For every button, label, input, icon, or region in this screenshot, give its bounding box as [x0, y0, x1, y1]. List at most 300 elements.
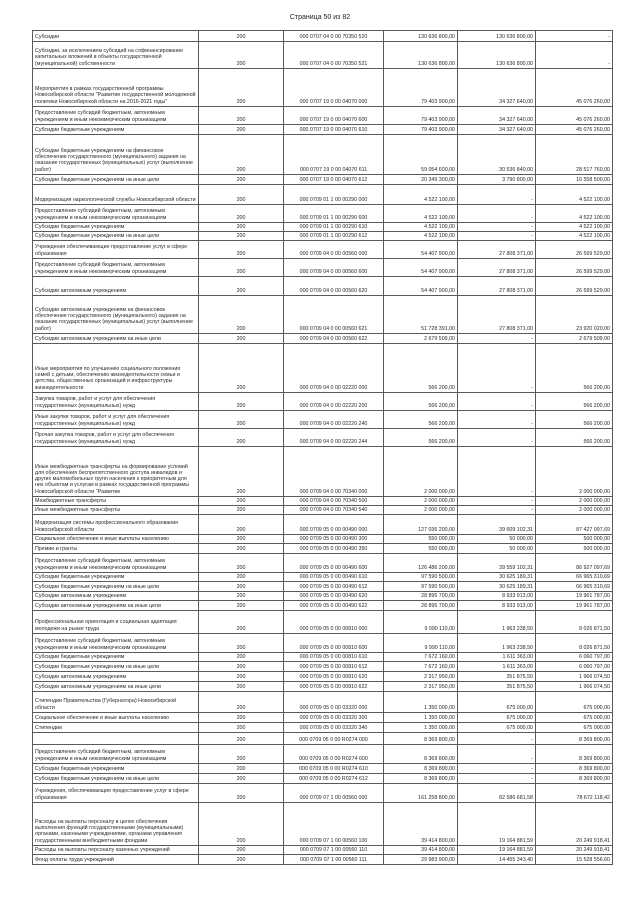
row-approved-cell: 1 350 000,00 [384, 713, 458, 723]
row-code-cell: 200 [199, 393, 284, 411]
row-code-cell: 200 [199, 497, 284, 506]
table-row [33, 175, 613, 185]
row-code-cell: 200 [199, 259, 284, 277]
table-row [33, 764, 613, 774]
row-name-cell: Субсидии автономным учреждениям на иные цели [33, 334, 199, 344]
table-row [33, 506, 613, 515]
row-approved-cell: 79 403 900,00 [384, 69, 458, 107]
row-code-cell: 200 [199, 592, 284, 601]
row-executed-cell: 30 536 840,00 [458, 135, 536, 175]
row-name-cell: Социальное обеспечение и иные выплаты населению [33, 535, 199, 544]
row-executed-cell: 1 611 363,00 [458, 653, 536, 662]
row-executed-cell: 130 636 800,00 [458, 42, 536, 69]
row-code-cell: 200 [199, 774, 284, 784]
row-name-cell: Субсидии бюджетным учреждениям на иные цели [33, 232, 199, 241]
row-name-cell: Модернизация системы профессионального образования Новосибирской области [33, 515, 199, 535]
row-kbk-cell: 000 0707 19 0 00 04070 610 [284, 125, 384, 135]
row-kbk-cell: 000 0709 05 0 00 R0274 612 [284, 774, 384, 784]
row-unexecuted-cell: 8 369 800,00 [536, 774, 613, 784]
row-approved-cell: 566 200,00 [384, 393, 458, 411]
row-approved-cell: 566 200,00 [384, 344, 458, 393]
table-row [33, 582, 613, 592]
row-name-cell: Стипендии Правительства (Губернатора) Новосибирской области [33, 692, 199, 713]
row-executed-cell: 27 808 371,00 [458, 259, 536, 277]
row-executed-cell: 19 164 881,59 [458, 846, 536, 855]
row-name-cell: Предоставление субсидий бюджетным, автономным учреждениям и иным некоммерческим организациям [33, 745, 199, 764]
row-approved-cell: 97 590 500,00 [384, 573, 458, 582]
row-approved-cell: 1 350 000,00 [384, 692, 458, 713]
row-kbk-cell: 000 0709 04 0 00 02220 244 [284, 429, 384, 447]
row-executed-cell: 34 327 640,00 [458, 125, 536, 135]
row-approved-cell: 97 590 500,00 [384, 582, 458, 592]
table-row [33, 784, 613, 803]
table-row [33, 662, 613, 672]
table-row [33, 125, 613, 135]
row-unexecuted-cell: 26 599 529,00 [536, 277, 613, 296]
row-code-cell: 200 [199, 611, 284, 634]
row-kbk-cell: 000 0709 05 0 00 03320 000 [284, 692, 384, 713]
row-kbk-cell: 000 0709 05 0 00 00810 000 [284, 611, 384, 634]
row-executed-cell: 8 933 913,00 [458, 592, 536, 601]
row-executed-cell: 675 000,00 [458, 723, 536, 733]
row-kbk-cell: 000 0709 07 1 00 00560 000 [284, 784, 384, 803]
table-row [33, 344, 613, 393]
row-approved-cell: 79 403 900,00 [384, 107, 458, 125]
row-executed-cell: 39 609 102,31 [458, 515, 536, 535]
row-approved-cell: 8 369 800,00 [384, 774, 458, 784]
row-executed-cell: 50 000,00 [458, 544, 536, 554]
row-name-cell: Субсидии бюджетным учреждениям на финансовое обеспечение государственного (муниципального) задания на оказание государственных (муниципальных) услуг (выполнение работ) [33, 135, 199, 175]
row-executed-cell: 82 586 681,58 [458, 784, 536, 803]
row-executed-cell: - [458, 733, 536, 745]
row-approved-cell: 4 522 100,00 [384, 232, 458, 241]
table-row [33, 411, 613, 429]
row-kbk-cell: 000 0707 19 0 00 04070 611 [284, 135, 384, 175]
row-approved-cell: 8 369 800,00 [384, 733, 458, 745]
row-approved-cell: 9 990 110,00 [384, 611, 458, 634]
row-name-cell: Модернизация наркологической службы Новосибирской области [33, 185, 199, 205]
row-approved-cell: 59 054 600,00 [384, 135, 458, 175]
row-kbk-cell: 000 0709 05 0 00 00810 600 [284, 634, 384, 653]
row-executed-cell: 1 963 238,50 [458, 634, 536, 653]
row-executed-cell: 27 808 371,00 [458, 241, 536, 259]
row-code-cell: 200 [199, 855, 284, 865]
row-code-cell: 200 [199, 723, 284, 733]
row-code-cell: 200 [199, 634, 284, 653]
table-row [33, 393, 613, 411]
table-row [33, 653, 613, 662]
row-name-cell: Социальное обеспечение и иные выплаты населению [33, 713, 199, 723]
row-executed-cell: - [458, 497, 536, 506]
row-kbk-cell: 000 0709 04 0 00 00560 621 [284, 296, 384, 334]
row-unexecuted-cell: 26 599 529,00 [536, 241, 613, 259]
row-unexecuted-cell: 2 679 509,00 [536, 334, 613, 344]
row-unexecuted-cell: 78 672 118,42 [536, 784, 613, 803]
row-unexecuted-cell: 20 249 918,41 [536, 846, 613, 855]
table-row [33, 185, 613, 205]
table-row [33, 713, 613, 723]
row-unexecuted-cell: 20 249 918,41 [536, 803, 613, 846]
row-name-cell: Предоставление субсидий бюджетным, автономным учреждениям и иным некоммерческим организациям [33, 107, 199, 125]
table-row [33, 611, 613, 634]
row-unexecuted-cell: 8 026 871,50 [536, 611, 613, 634]
row-kbk-cell: 000 0709 05 0 00 00810 620 [284, 672, 384, 682]
table-row [33, 745, 613, 764]
row-approved-cell: 126 486 200,00 [384, 554, 458, 573]
row-unexecuted-cell: 500 000,00 [536, 544, 613, 554]
row-code-cell: 200 [199, 411, 284, 429]
row-code-cell: 200 [199, 42, 284, 69]
table-row [33, 692, 613, 713]
row-kbk-cell: 000 0709 04 0 00 70340 500 [284, 497, 384, 506]
row-approved-cell: 39 414 800,00 [384, 846, 458, 855]
row-kbk-cell: 000 0709 05 0 00 00810 612 [284, 662, 384, 672]
row-kbk-cell: 000 0709 05 0 00 00490 612 [284, 582, 384, 592]
row-executed-cell: - [458, 745, 536, 764]
row-unexecuted-cell: 45 076 260,00 [536, 69, 613, 107]
row-executed-cell: - [458, 447, 536, 497]
row-name-cell: Субсидии, за исключением субсидий на софинансирование капитальных вложений в объекты государственной (муниципальной) собственности [33, 42, 199, 69]
row-code-cell: 200 [199, 582, 284, 592]
row-approved-cell: 2 000 000,00 [384, 497, 458, 506]
row-executed-cell: 130 636 800,00 [458, 31, 536, 42]
row-code-cell: 200 [199, 506, 284, 515]
row-unexecuted-cell: 66 965 310,69 [536, 573, 613, 582]
row-name-cell: Субсидии бюджетным учреждениям [33, 573, 199, 582]
row-name-cell: Субсидии автономным учреждениям на иные цели [33, 601, 199, 611]
row-kbk-cell: 000 0709 05 0 00 00810 610 [284, 653, 384, 662]
row-executed-cell: 351 875,50 [458, 672, 536, 682]
row-executed-cell: 19 164 881,59 [458, 803, 536, 846]
row-executed-cell: - [458, 334, 536, 344]
table-row [33, 601, 613, 611]
row-unexecuted-cell: 8 026 871,50 [536, 634, 613, 653]
row-approved-cell: 20 349 300,00 [384, 175, 458, 185]
row-kbk-cell: 000 0709 05 0 00 00810 622 [284, 682, 384, 692]
row-code-cell: 200 [199, 223, 284, 232]
row-kbk-cell: 000 0709 04 0 00 02220 240 [284, 411, 384, 429]
row-code-cell: 200 [199, 277, 284, 296]
row-unexecuted-cell: 66 965 310,69 [536, 582, 613, 592]
row-kbk-cell: 000 0707 04 0 00 70350 521 [284, 42, 384, 69]
row-name-cell: Субсидии автономным учреждениям [33, 592, 199, 601]
row-unexecuted-cell: 1 966 074,50 [536, 682, 613, 692]
row-unexecuted-cell: 28 517 760,00 [536, 135, 613, 175]
row-executed-cell: 8 933 913,00 [458, 601, 536, 611]
page-title: Страница 50 из 82 [289, 14, 351, 21]
row-code-cell: 200 [199, 573, 284, 582]
table-row [33, 277, 613, 296]
row-approved-cell: 4 522 100,00 [384, 205, 458, 223]
row-code-cell: 200 [199, 69, 284, 107]
row-kbk-cell: 000 0709 05 0 00 03320 300 [284, 713, 384, 723]
row-name-cell: Закупка товаров, работ и услуг для обеспечения государственных (муниципальных) нужд [33, 393, 199, 411]
row-kbk-cell: 000 0709 04 0 00 70340 000 [284, 447, 384, 497]
row-approved-cell: 161 258 800,00 [384, 784, 458, 803]
row-code-cell: 200 [199, 672, 284, 682]
row-code-cell: 200 [199, 745, 284, 764]
row-approved-cell: 79 403 900,00 [384, 125, 458, 135]
row-unexecuted-cell: 87 427 097,69 [536, 515, 613, 535]
row-executed-cell: 50 000,00 [458, 535, 536, 544]
row-kbk-cell: 000 0709 07 1 00 00560 100 [284, 803, 384, 846]
row-kbk-cell: 000 0709 05 0 00 00490 000 [284, 515, 384, 535]
row-unexecuted-cell: 2 000 000,00 [536, 447, 613, 497]
row-name-cell: Субсидии бюджетным учреждениям [33, 764, 199, 774]
row-unexecuted-cell: 2 000 000,00 [536, 497, 613, 506]
row-code-cell: 200 [199, 31, 284, 42]
table-row [33, 774, 613, 784]
row-code-cell: 200 [199, 107, 284, 125]
row-kbk-cell: 000 0709 04 0 00 00560 620 [284, 277, 384, 296]
row-code-cell: 200 [199, 601, 284, 611]
row-kbk-cell: 000 0707 19 0 00 04070 000 [284, 69, 384, 107]
row-kbk-cell: 000 0709 04 0 00 00560 622 [284, 334, 384, 344]
row-approved-cell: 550 000,00 [384, 544, 458, 554]
row-unexecuted-cell: 566 200,00 [536, 344, 613, 393]
row-code-cell: 200 [199, 205, 284, 223]
row-name-cell: Субсидии бюджетным учреждениям на иные цели [33, 774, 199, 784]
row-approved-cell: 566 200,00 [384, 411, 458, 429]
row-kbk-cell: 000 0709 05 0 00 R0274 000 [284, 733, 384, 745]
row-approved-cell: 2 000 000,00 [384, 506, 458, 515]
row-name-cell: Субсидии автономным учреждениям на иные цели [33, 682, 199, 692]
row-approved-cell: 54 407 900,00 [384, 241, 458, 259]
row-approved-cell: 130 636 800,00 [384, 42, 458, 69]
row-name-cell: Учреждения обеспечивающие предоставление услуг в сфере образования [33, 241, 199, 259]
row-unexecuted-cell: 4 522 100,00 [536, 223, 613, 232]
row-kbk-cell: 000 0709 04 0 00 00560 000 [284, 241, 384, 259]
row-executed-cell: 34 327 640,00 [458, 69, 536, 107]
row-executed-cell: 39 559 102,31 [458, 554, 536, 573]
row-kbk-cell: 000 0709 07 1 00 00560 111 [284, 855, 384, 865]
row-name-cell: Расходы на выплаты персоналу казенных учреждений [33, 846, 199, 855]
table-row [33, 803, 613, 846]
row-kbk-cell: 000 0709 04 0 00 02220 000 [284, 344, 384, 393]
row-code-cell: 200 [199, 692, 284, 713]
row-code-cell: 200 [199, 185, 284, 205]
row-code-cell: 200 [199, 125, 284, 135]
table-row [33, 515, 613, 535]
table-row [33, 223, 613, 232]
row-executed-cell: - [458, 232, 536, 241]
row-code-cell: 200 [199, 175, 284, 185]
row-name-cell: Предоставление субсидий бюджетным, автономным учреждениям и иным некоммерческим организациям [33, 259, 199, 277]
row-name-cell: Иные закупки товаров, работ и услуг для обеспечения государственных (муниципальных) нужд [33, 411, 199, 429]
row-code-cell: 200 [199, 135, 284, 175]
row-approved-cell: 9 990 110,00 [384, 634, 458, 653]
table-row [33, 447, 613, 497]
row-code-cell: 200 [199, 241, 284, 259]
row-executed-cell: 675 000,00 [458, 713, 536, 723]
row-approved-cell: 54 407 900,00 [384, 277, 458, 296]
row-name-cell: Субсидии бюджетным учреждениям на иные цели [33, 175, 199, 185]
row-name-cell: Фонд оплаты труда учреждений [33, 855, 199, 865]
row-executed-cell: 1 611 363,00 [458, 662, 536, 672]
row-executed-cell: - [458, 185, 536, 205]
row-approved-cell: 8 369 800,00 [384, 764, 458, 774]
row-name-cell: Предоставление субсидий бюджетным, автономным учреждениям и иным некоммерческим организациям [33, 634, 199, 653]
row-code-cell: 200 [199, 733, 284, 745]
row-code-cell: 200 [199, 764, 284, 774]
row-kbk-cell: 000 0709 04 0 00 02220 200 [284, 393, 384, 411]
row-name-cell: Стипендии [33, 723, 199, 733]
row-code-cell: 200 [199, 554, 284, 573]
row-executed-cell: - [458, 393, 536, 411]
table-row [33, 205, 613, 223]
row-name-cell: Учреждения, обеспечивающие предоставление услуг в сфере образования [33, 784, 199, 803]
table-row [33, 42, 613, 69]
table-row [33, 634, 613, 653]
row-name-cell: Предоставление субсидий бюджетным, автономным учреждениям и иным некоммерческим организациям [33, 554, 199, 573]
row-code-cell: 200 [199, 846, 284, 855]
row-executed-cell: 27 808 371,00 [458, 296, 536, 334]
row-kbk-cell: 000 0709 01 1 00 00290 600 [284, 205, 384, 223]
row-code-cell: 200 [199, 334, 284, 344]
row-kbk-cell: 000 0709 05 0 00 R0274 610 [284, 764, 384, 774]
row-approved-cell: 51 728 391,00 [384, 296, 458, 334]
row-unexecuted-cell: - [536, 31, 613, 42]
row-approved-cell: 1 350 000,00 [384, 723, 458, 733]
row-approved-cell: 130 636 800,00 [384, 31, 458, 42]
row-unexecuted-cell: 8 369 800,00 [536, 733, 613, 745]
row-code-cell: 200 [199, 653, 284, 662]
row-kbk-cell: 000 0709 07 1 00 00560 110 [284, 846, 384, 855]
row-unexecuted-cell: 4 522 100,00 [536, 185, 613, 205]
row-approved-cell: 54 407 900,00 [384, 259, 458, 277]
row-code-cell: 200 [199, 515, 284, 535]
row-kbk-cell: 000 0709 05 0 00 00490 620 [284, 592, 384, 601]
table-row [33, 232, 613, 241]
row-unexecuted-cell: 566 200,00 [536, 411, 613, 429]
row-name-cell: Профессиональная ориентация и социальная адаптация молодежи на рынке труда [33, 611, 199, 634]
row-approved-cell: 8 369 800,00 [384, 745, 458, 764]
row-kbk-cell: 000 0709 05 0 00 R0274 600 [284, 745, 384, 764]
table-row [33, 846, 613, 855]
row-unexecuted-cell: 19 961 787,00 [536, 601, 613, 611]
row-unexecuted-cell: 675 000,00 [536, 692, 613, 713]
row-kbk-cell: 000 0707 04 0 00 70350 520 [284, 31, 384, 42]
row-name-cell: Субсидии бюджетным учреждениям [33, 125, 199, 135]
row-approved-cell: 2 000 000,00 [384, 447, 458, 497]
row-name-cell: Субсидии бюджетным учреждениям на иные цели [33, 662, 199, 672]
row-code-cell: 200 [199, 535, 284, 544]
table-row [33, 855, 613, 865]
row-name-cell: Мероприятия в рамках государственной программы Новосибирской области "Развитие государственной молодежной политики Новосибирской области на 2016-2021 годы" [33, 69, 199, 107]
table-row [33, 682, 613, 692]
table-row [33, 334, 613, 344]
table-row [33, 544, 613, 554]
row-executed-cell: - [458, 764, 536, 774]
row-kbk-cell: 000 0709 05 0 00 00490 350 [284, 544, 384, 554]
table-row [33, 69, 613, 107]
row-unexecuted-cell: 15 528 556,60 [536, 855, 613, 865]
row-executed-cell: 30 625 189,31 [458, 582, 536, 592]
row-unexecuted-cell: 6 060 797,00 [536, 653, 613, 662]
row-code-cell: 200 [199, 662, 284, 672]
row-kbk-cell: 000 0709 05 0 00 00490 300 [284, 535, 384, 544]
row-kbk-cell: 000 0709 05 0 00 00490 622 [284, 601, 384, 611]
row-executed-cell: - [458, 774, 536, 784]
row-executed-cell: 30 625 189,31 [458, 573, 536, 582]
row-executed-cell: - [458, 223, 536, 232]
row-unexecuted-cell: 26 599 529,00 [536, 259, 613, 277]
row-kbk-cell: 000 0707 19 0 00 04070 612 [284, 175, 384, 185]
row-unexecuted-cell: 566 200,00 [536, 393, 613, 411]
row-unexecuted-cell: 23 920 020,00 [536, 296, 613, 334]
table-row [33, 554, 613, 573]
table-row [33, 31, 613, 42]
row-code-cell: 200 [199, 803, 284, 846]
row-executed-cell: 351 875,50 [458, 682, 536, 692]
row-approved-cell: 7 672 160,00 [384, 653, 458, 662]
row-name-cell: Прочая закупка товаров, работ и услуг для обеспечения государственных (муниципальных) нужд [33, 429, 199, 447]
row-approved-cell: 4 522 100,00 [384, 185, 458, 205]
row-executed-cell: 14 455 343,40 [458, 855, 536, 865]
table-row [33, 135, 613, 175]
row-unexecuted-cell: 675 000,00 [536, 713, 613, 723]
table-row [33, 107, 613, 125]
row-name-cell: Премии и гранты [33, 544, 199, 554]
table-row [33, 241, 613, 259]
row-approved-cell: 2 317 950,00 [384, 682, 458, 692]
row-code-cell: 200 [199, 784, 284, 803]
row-kbk-cell: 000 0707 19 0 00 04070 600 [284, 107, 384, 125]
row-name-cell: Субсидии автономным учреждениям [33, 277, 199, 296]
row-unexecuted-cell: 4 522 100,00 [536, 205, 613, 223]
table-row [33, 429, 613, 447]
row-name-cell: Иные межбюджетные трансферты [33, 506, 199, 515]
row-code-cell: 200 [199, 682, 284, 692]
table-row [33, 535, 613, 544]
budget-table [32, 30, 613, 865]
row-name-cell [33, 733, 199, 745]
row-approved-cell: 7 672 160,00 [384, 662, 458, 672]
row-name-cell: Расходы на выплаты персоналу в целях обеспечения выполнения функций государственными (муниципальными) органами, казенными учреждениями, органами управления государственными внебюджетными фондами [33, 803, 199, 846]
row-executed-cell: 27 808 371,00 [458, 277, 536, 296]
table-row [33, 259, 613, 277]
table-row [33, 497, 613, 506]
table-row [33, 592, 613, 601]
row-code-cell: 200 [199, 429, 284, 447]
row-unexecuted-cell: 2 000 000,00 [536, 506, 613, 515]
row-unexecuted-cell: 19 961 787,00 [536, 592, 613, 601]
row-name-cell: Субсидии автономным учреждениям [33, 672, 199, 682]
row-unexecuted-cell: 566 200,00 [536, 429, 613, 447]
row-name-cell: Иные мероприятия по улучшению социального положения семей с детьми, обеспечению жизнедеятельности семьи и детства, общественных организаций и инфраструктуры жизнедеятельности [33, 344, 199, 393]
row-approved-cell: 4 522 100,00 [384, 223, 458, 232]
table-row [33, 672, 613, 682]
row-name-cell: Субсидии бюджетным учреждениям [33, 653, 199, 662]
table-row [33, 723, 613, 733]
row-executed-cell: 34 327 640,00 [458, 107, 536, 125]
row-kbk-cell: 000 0709 05 0 00 03320 340 [284, 723, 384, 733]
row-approved-cell: 127 036 200,00 [384, 515, 458, 535]
row-unexecuted-cell: - [536, 42, 613, 69]
row-kbk-cell: 000 0709 04 0 00 00560 600 [284, 259, 384, 277]
row-unexecuted-cell: 86 927 097,69 [536, 554, 613, 573]
table-row [33, 573, 613, 582]
row-kbk-cell: 000 0709 05 0 00 00490 610 [284, 573, 384, 582]
row-approved-cell: 566 200,00 [384, 429, 458, 447]
row-executed-cell: - [458, 205, 536, 223]
table-row [33, 296, 613, 334]
row-kbk-cell: 000 0709 01 1 00 00290 000 [284, 185, 384, 205]
row-unexecuted-cell: 675 000,00 [536, 723, 613, 733]
row-unexecuted-cell: 6 060 797,00 [536, 662, 613, 672]
row-approved-cell: 28 895 700,00 [384, 601, 458, 611]
row-executed-cell: - [458, 506, 536, 515]
